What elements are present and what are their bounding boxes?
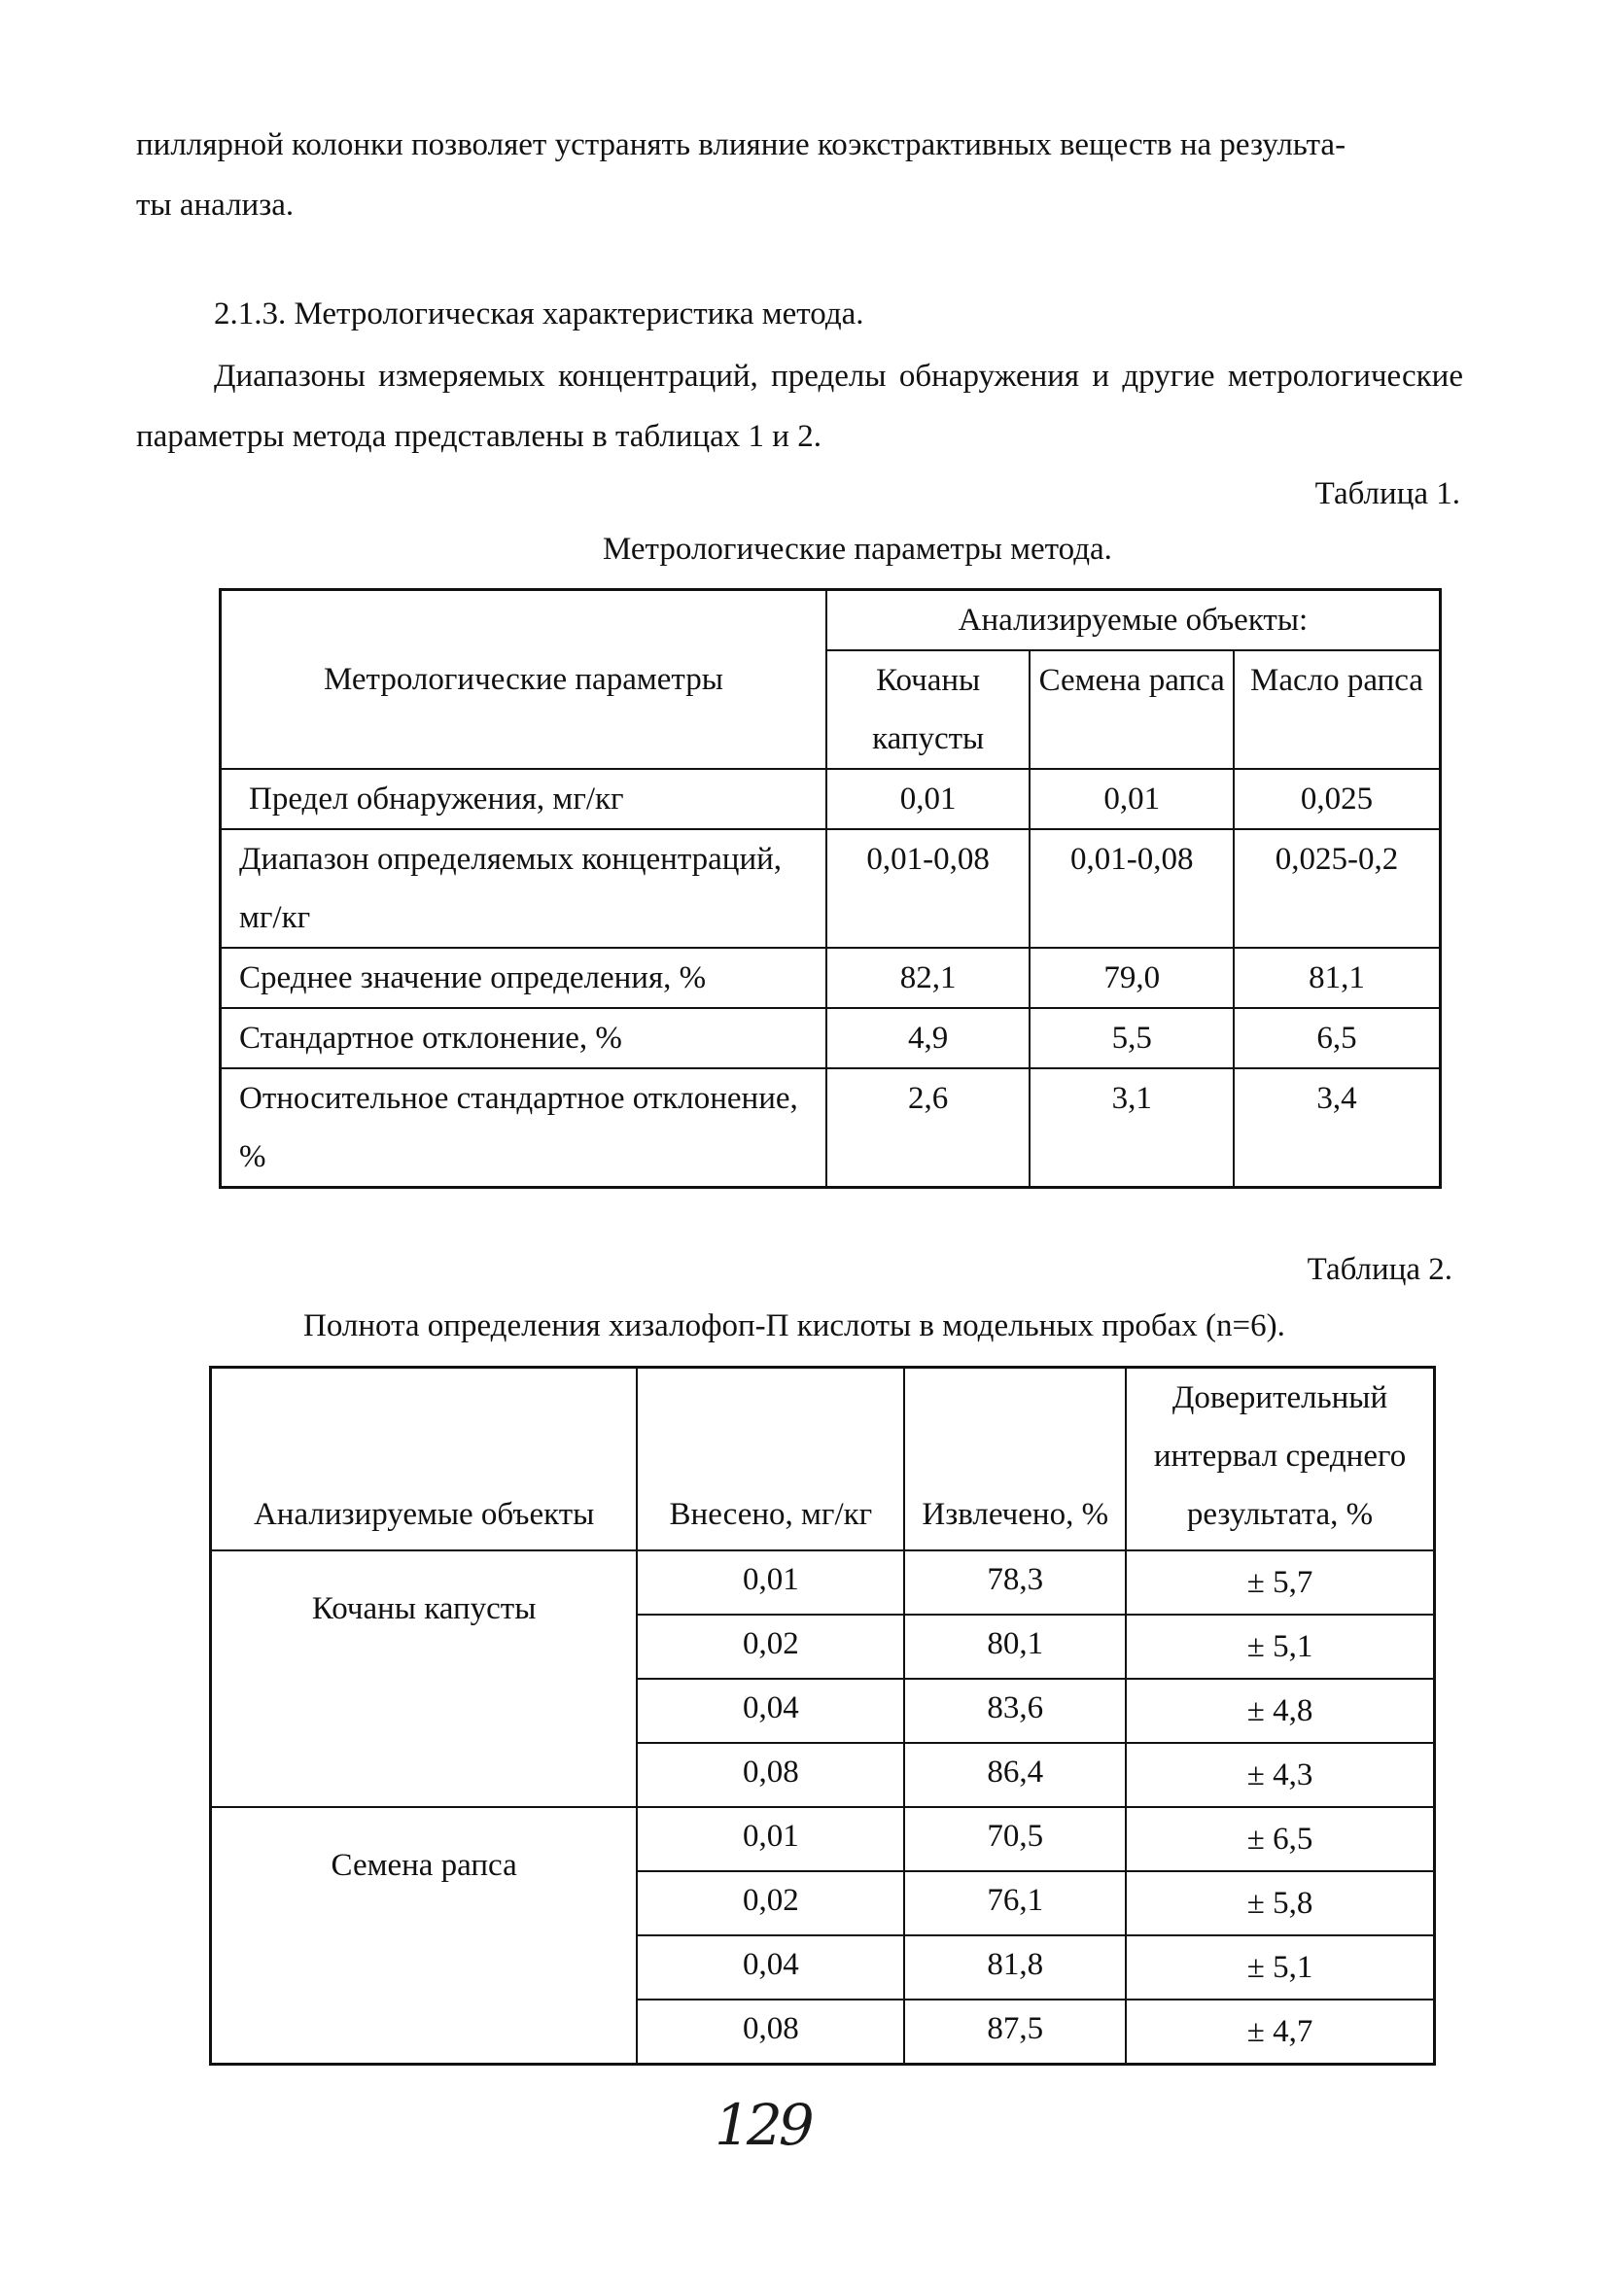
table1-cell: 3,1 bbox=[1030, 1068, 1234, 1188]
table1-row bbox=[221, 948, 1441, 1008]
table1-header-objects: Анализируемые объекты: bbox=[826, 590, 1441, 651]
table2-ci-cell: ± 6,5 bbox=[1126, 1807, 1434, 1871]
table1-row-param: Стандартное отклонение, % bbox=[221, 1008, 826, 1068]
intro-text-line-1: пиллярной колонки позволяет устранять влияние коэкстрактивных веществ на результа- bbox=[136, 127, 1346, 162]
table1-row-param: Предел обнаружения, мг/кг bbox=[221, 769, 826, 829]
table2-recovered-cell: 78,3 bbox=[904, 1550, 1126, 1615]
table2-header-added: Внесено, мг/кг bbox=[637, 1368, 904, 1551]
table1-cell: 0,025 bbox=[1234, 769, 1441, 829]
table1-header-object: Кочаны капусты bbox=[826, 650, 1031, 769]
table2-recovered-cell: 83,6 bbox=[904, 1679, 1126, 1743]
table1-cell: 0,01-0,08 bbox=[1030, 829, 1234, 948]
table2-added-cell: 0,04 bbox=[637, 1679, 904, 1743]
table2-row bbox=[211, 1550, 1435, 1615]
metrological-parameters-table bbox=[219, 588, 1442, 1189]
table1-cell: 0,025-0,2 bbox=[1234, 829, 1441, 948]
table1-cell: 6,5 bbox=[1234, 1008, 1441, 1068]
table2-header-recovered: Извлечено, % bbox=[904, 1368, 1126, 1551]
table2-recovered-cell: 76,1 bbox=[904, 1871, 1126, 1935]
table2-added-cell: 0,08 bbox=[637, 2000, 904, 2065]
table2-recovered-cell: 80,1 bbox=[904, 1615, 1126, 1679]
table1-row-param: Среднее значение определения, % bbox=[221, 948, 826, 1008]
table1-cell: 3,4 bbox=[1234, 1068, 1441, 1188]
table2-header-objects: Анализируемые объекты bbox=[211, 1368, 638, 1551]
table2-ci-cell: ± 4,8 bbox=[1126, 1679, 1434, 1743]
table2-added-cell: 0,02 bbox=[637, 1871, 904, 1935]
table1-row bbox=[221, 1068, 1441, 1188]
table2-object-cell: Кочаны капусты bbox=[211, 1550, 638, 1807]
table1-cell: 5,5 bbox=[1030, 1008, 1234, 1068]
table1-row bbox=[221, 829, 1441, 948]
table1-cell: 0,01 bbox=[1030, 769, 1234, 829]
table1-header-object: Семена рапса bbox=[1030, 650, 1234, 769]
table2-ci-cell: ± 5,8 bbox=[1126, 1871, 1434, 1935]
table1-header-object: Масло рапса bbox=[1234, 650, 1441, 769]
table1-cell: 79,0 bbox=[1030, 948, 1234, 1008]
table2-ci-cell: ± 4,7 bbox=[1126, 2000, 1434, 2065]
table1-cell: 81,1 bbox=[1234, 948, 1441, 1008]
table1-row bbox=[221, 769, 1441, 829]
table1-cell: 2,6 bbox=[826, 1068, 1031, 1188]
table2-header-confidence-interval: Доверительный интервал среднего результата, % bbox=[1126, 1368, 1434, 1551]
table2-ci-cell: ± 5,7 bbox=[1126, 1550, 1434, 1615]
table2-added-cell: 0,01 bbox=[637, 1550, 904, 1615]
table2-ci-cell: ± 5,1 bbox=[1126, 1935, 1434, 2000]
table2-title: Полнота определения хизалофоп-П кислоты в модельных пробах (n=6). bbox=[303, 1308, 1285, 1343]
table1-cell: 82,1 bbox=[826, 948, 1031, 1008]
table2-ci-cell: ± 5,1 bbox=[1126, 1615, 1434, 1679]
table1-label: Таблица 1. bbox=[1314, 476, 1460, 511]
table2-recovered-cell: 87,5 bbox=[904, 2000, 1126, 2065]
table1-title: Метрологические параметры метода. bbox=[603, 532, 1112, 567]
table1-row bbox=[221, 1008, 1441, 1068]
table2-added-cell: 0,08 bbox=[637, 1743, 904, 1807]
recovery-table bbox=[209, 1366, 1436, 2066]
table1-row-param: Относительное стандартное отклонение, % bbox=[221, 1068, 826, 1188]
table2-recovered-cell: 70,5 bbox=[904, 1807, 1126, 1871]
table1-header-parameters: Метрологические параметры bbox=[221, 590, 826, 770]
table2-recovered-cell: 86,4 bbox=[904, 1743, 1126, 1807]
table1-row-param: Диапазон определяемых концентраций, мг/кг bbox=[221, 829, 826, 948]
page-number: 129 bbox=[715, 2092, 811, 2158]
table2-row bbox=[211, 1807, 1435, 1871]
table2-object-cell: Семена рапса bbox=[211, 1807, 638, 2065]
table1-cell: 0,01-0,08 bbox=[826, 829, 1031, 948]
table1-cell: 0,01 bbox=[826, 769, 1031, 829]
table2-label: Таблица 2. bbox=[1307, 1252, 1452, 1287]
table2-ci-cell: ± 4,3 bbox=[1126, 1743, 1434, 1807]
table2-added-cell: 0,04 bbox=[637, 1935, 904, 2000]
table2-added-cell: 0,02 bbox=[637, 1615, 904, 1679]
table2-added-cell: 0,01 bbox=[637, 1807, 904, 1871]
intro-text-line-2: ты анализа. bbox=[136, 188, 295, 223]
section-paragraph: Диапазоны измеряемых концентраций, пределы обнаружения и другие метрологические параметры метода представлены в таблицах 1 и 2. bbox=[136, 359, 1463, 454]
table2-recovered-cell: 81,8 bbox=[904, 1935, 1126, 2000]
section-heading: 2.1.3. Метрологическая характеристика метода. bbox=[214, 296, 864, 331]
table1-cell: 4,9 bbox=[826, 1008, 1031, 1068]
